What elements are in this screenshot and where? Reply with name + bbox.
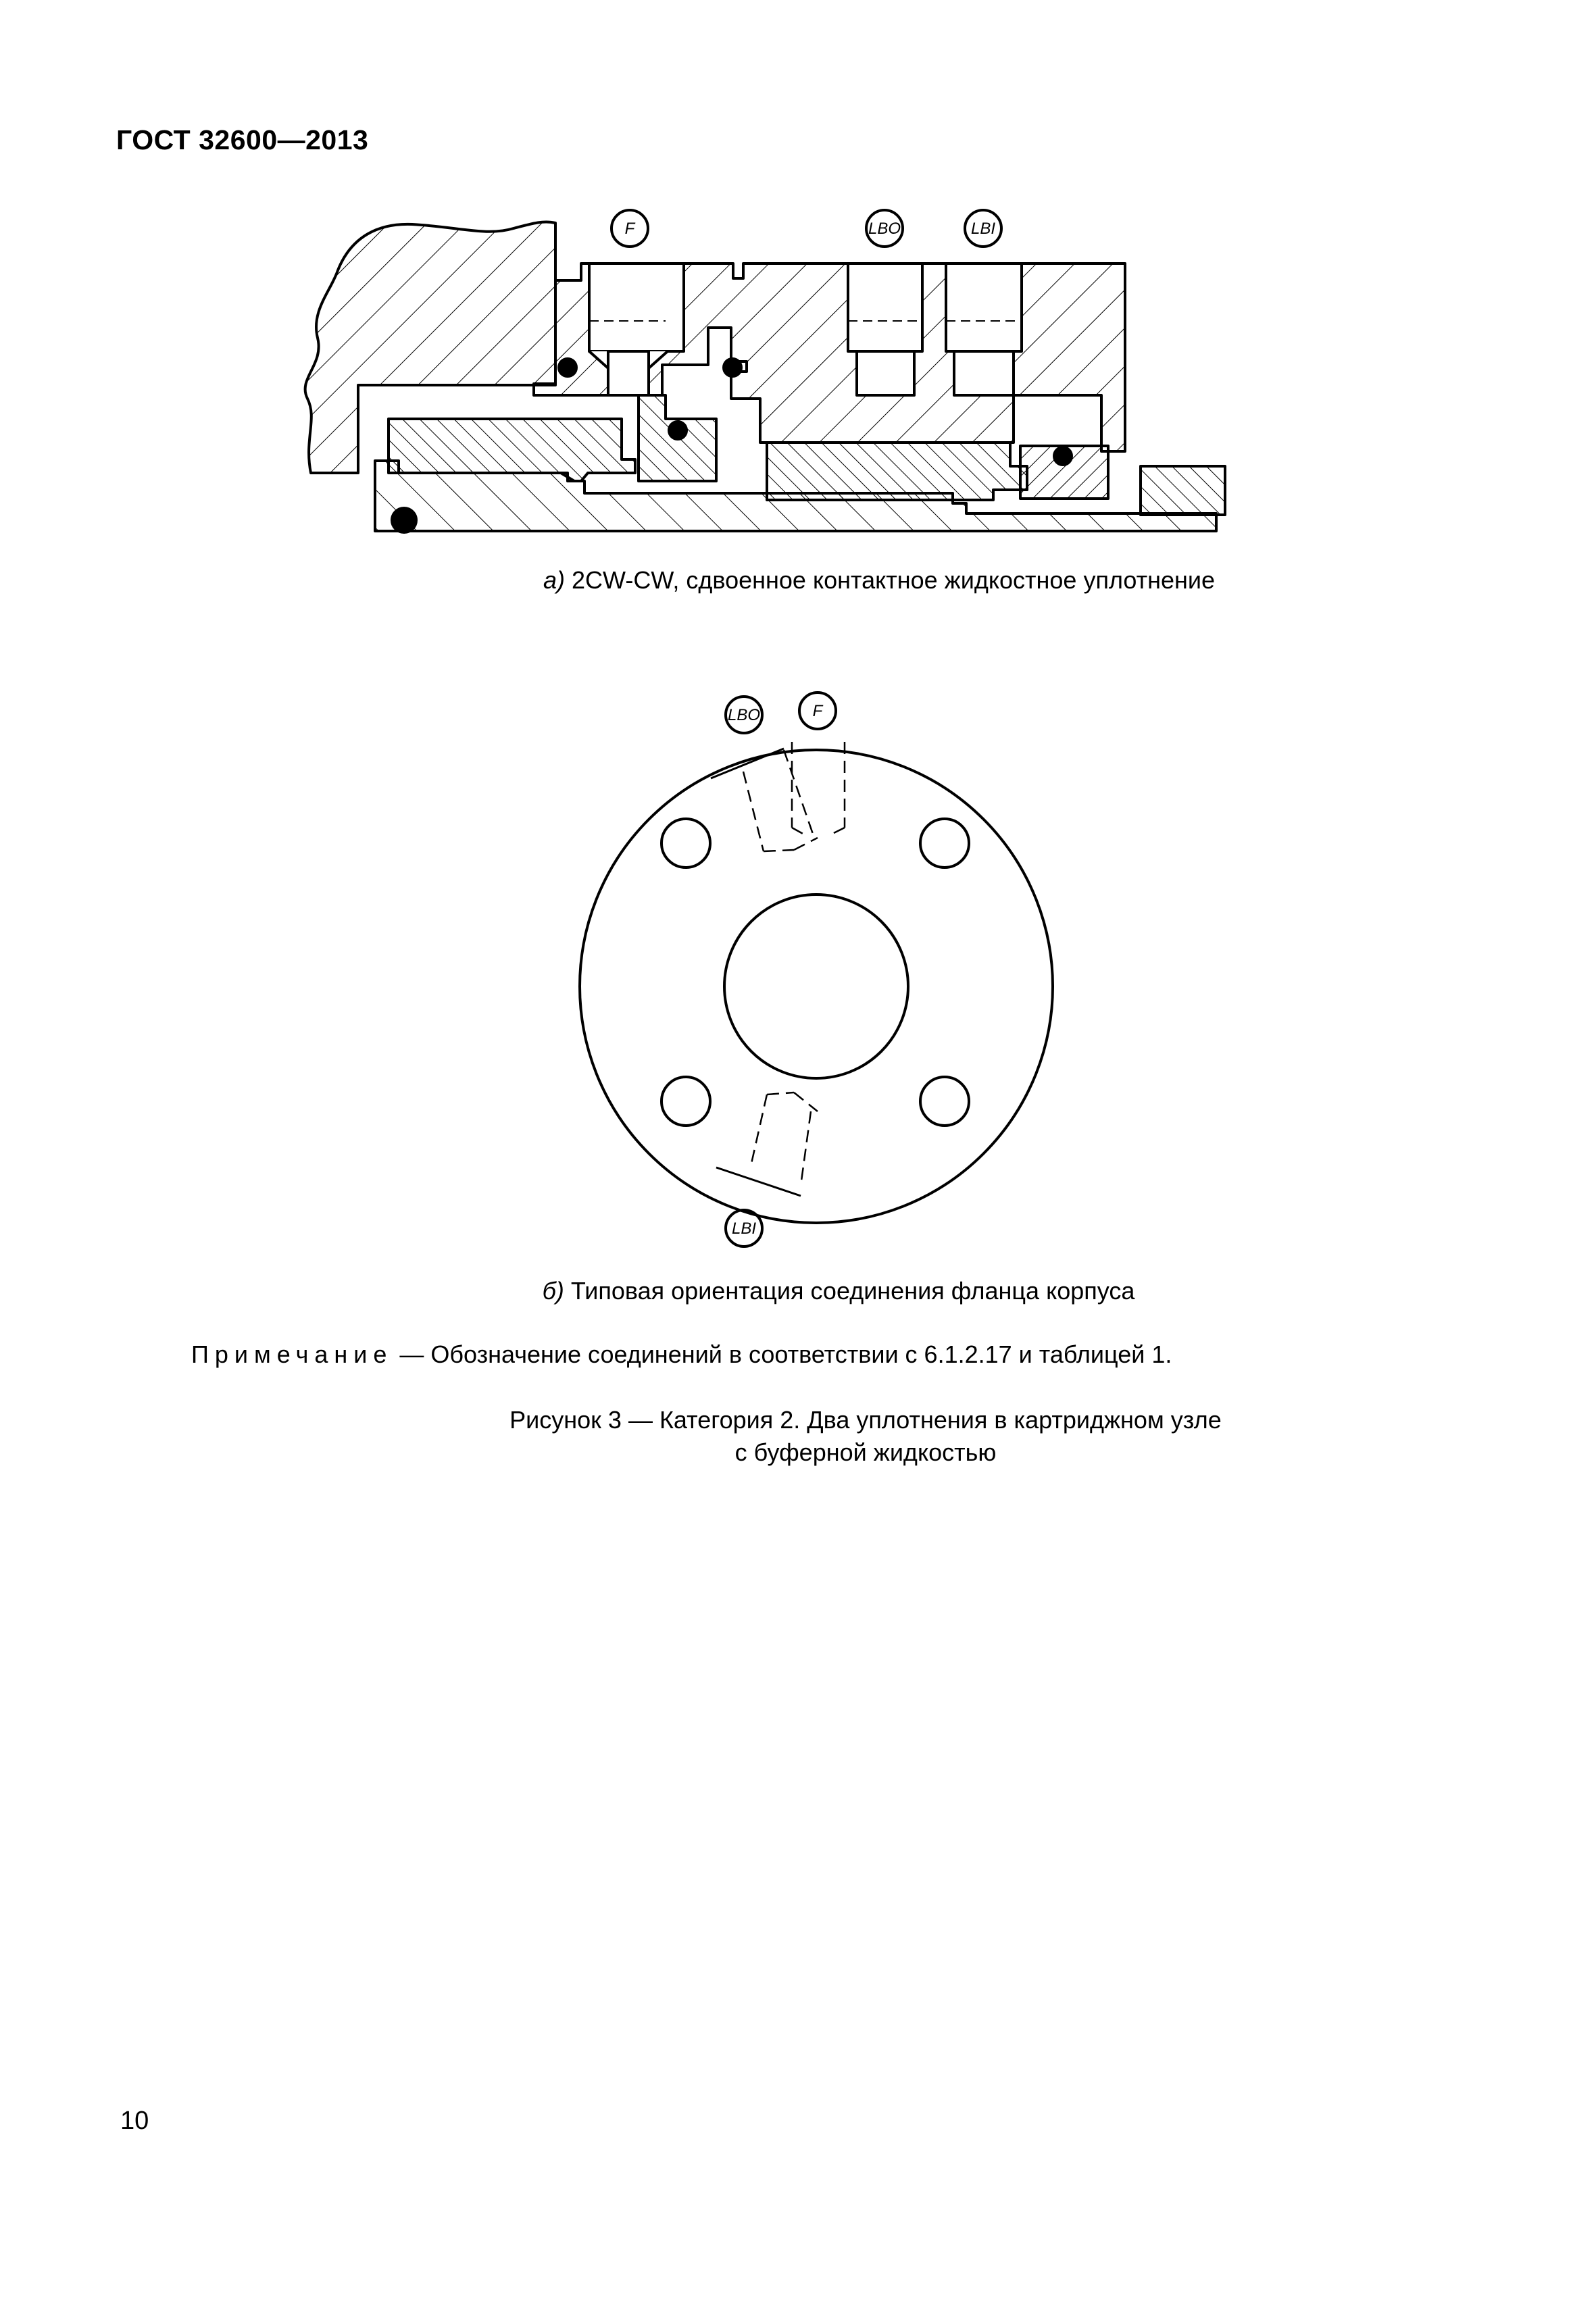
o-ring	[724, 359, 741, 376]
bolt-hole	[920, 1077, 969, 1126]
figure-a-caption	[81, 566, 1596, 595]
port-lbo-label: LBO	[868, 220, 901, 238]
flange-f-label: F	[812, 702, 823, 720]
o-ring	[559, 359, 576, 376]
flange-view	[580, 693, 1053, 1247]
port-f-bore	[589, 263, 684, 351]
port-f-label: F	[624, 220, 635, 238]
flange-lbo-label: LBO	[727, 706, 761, 724]
o-ring	[1054, 447, 1072, 465]
bolt-hole	[662, 819, 710, 867]
port-lbi-label: LBI	[970, 220, 996, 238]
page-number: 10	[120, 2107, 149, 2135]
o-ring	[392, 508, 416, 532]
flange-lbi-label: LBI	[731, 1219, 757, 1238]
figure-title-line2: с буферной жидкостью	[734, 1438, 997, 1466]
document-header: ГОСТ 32600—2013	[116, 124, 369, 155]
note-text: — Обозначение соединений в соответствии с 6.1.2.17 и таблицей 1.	[399, 1340, 1172, 1368]
note	[191, 1340, 1172, 1369]
caption-letter-a: а)	[543, 566, 566, 594]
figure-b-caption	[41, 1277, 1596, 1305]
caption-text-a: 2CW-CW, сдвоенное контактное жидкостное уплотнение	[572, 566, 1215, 594]
shaft-bore	[724, 895, 908, 1078]
bolt-hole	[662, 1077, 710, 1126]
note-prefix: Примечание	[191, 1340, 393, 1368]
port-lbo-bore	[848, 263, 922, 351]
bolt-hole	[920, 819, 969, 867]
o-ring	[669, 422, 687, 439]
figure-title-line1: Рисунок 3 — Категория 2. Два уплотнения в картриджном узле	[509, 1406, 1222, 1434]
flange-outline	[580, 750, 1053, 1223]
caption-letter-b: б)	[542, 1277, 564, 1305]
seal-cross-section	[305, 210, 1225, 532]
drive-collar	[1141, 466, 1225, 515]
port-lbi-bore	[946, 263, 1022, 351]
caption-text-b: Типовая ориентация соединения фланца корпуса	[570, 1277, 1135, 1305]
figure-title	[68, 1404, 1596, 1469]
outer-seal-ring	[767, 443, 1027, 500]
